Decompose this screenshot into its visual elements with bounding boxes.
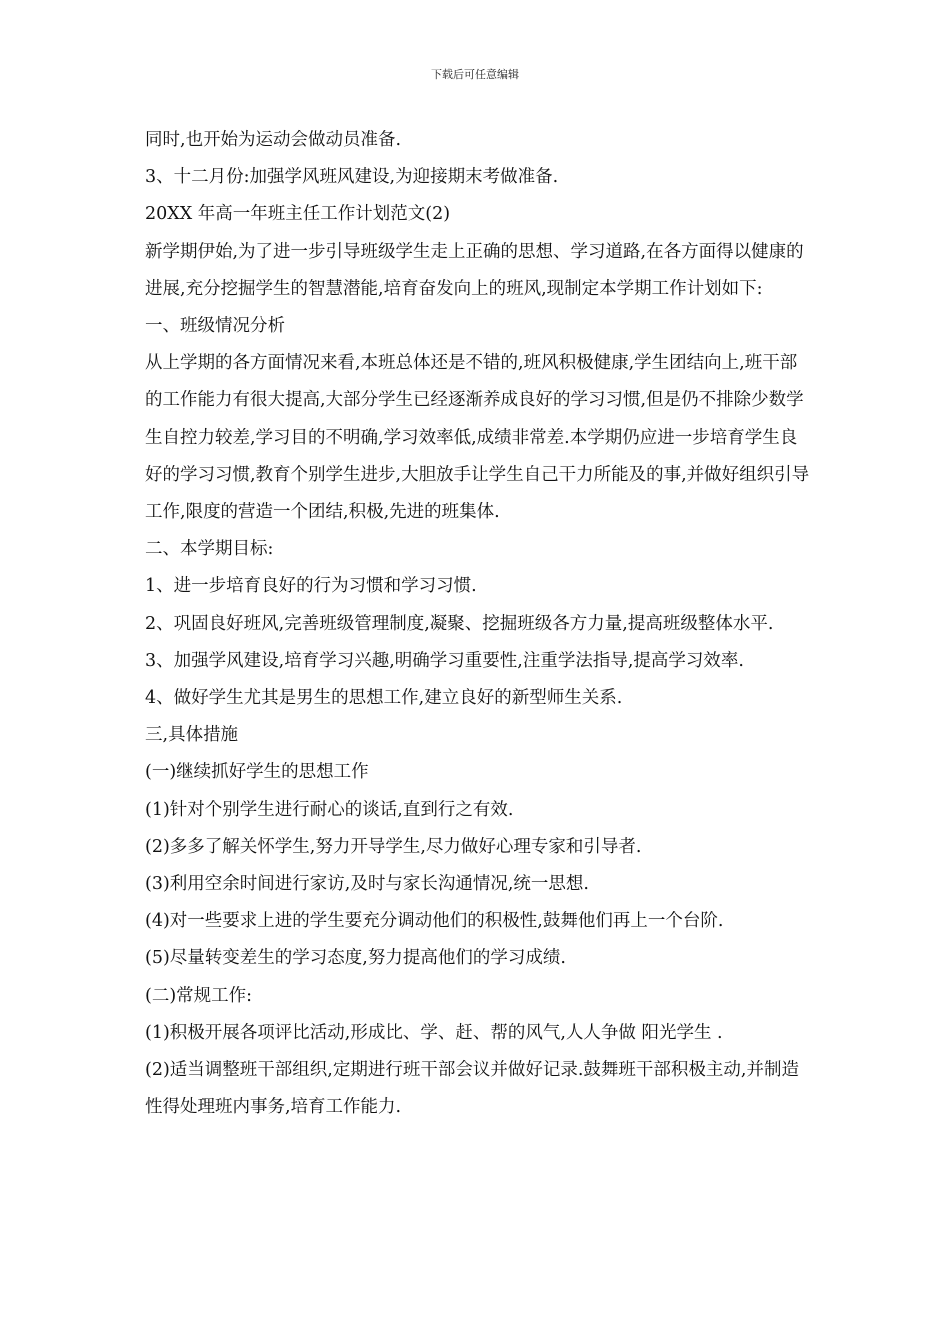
paragraph: 3、十二月份:加强学风班风建设,为迎接期末考做准备.	[145, 167, 559, 188]
list-item: 1、进一步培育良好的行为习惯和学习习惯.	[145, 576, 477, 597]
list-item: (1)针对个别学生进行耐心的谈话,直到行之有效.	[145, 799, 514, 820]
paragraph: 同时,也开始为运动会做动员准备.	[145, 130, 402, 150]
section-heading: 一、班级情况分析	[145, 316, 285, 337]
list-item: 4、做好学生尤其是男生的思想工作,建立良好的新型师生关系.	[145, 688, 623, 709]
paragraph: 新学期伊始,为了进一步引导班级学生走上正确的思想、学习道路,在各方面得以健康的进展,充分挖掘学生的智慧潜能,培育奋发向上的班风,现制定本学期工作计划如下:	[145, 241, 804, 299]
list-item: (4)对一些要求上进的学生要充分调动他们的积极性,鼓舞他们再上一个台阶.	[145, 911, 724, 932]
subsection-heading: (二)常规工作:	[145, 985, 253, 1006]
paragraph: 从上学期的各方面情况来看,本班总体还是不错的,班风积极健康,学生团结向上,班干部的工作能力有很大提高,大部分学生已经逐渐养成良好的学习习惯,但是仍不排除少数学生自控力较差,学习目的不明确,学习效率低,成绩非常差.本学期仍应进一步培育学生良好的学习习惯,教育个别学生进步,大胆放手让学生自己干力所能及的事,并做好组织引导工作,限度的营造一个团结,积极,先进的班集体.	[145, 353, 810, 523]
section-heading: 三,具体措施	[145, 725, 239, 746]
section-heading: 二、本学期目标:	[145, 539, 274, 560]
list-item: (2)多多了解关怀学生,努力开导学生,尽力做好心理专家和引导者.	[145, 836, 642, 857]
subsection-heading: (一)继续抓好学生的思想工作	[145, 762, 369, 783]
paragraph: 20XX 年高一年班主任工作计划范文(2)	[145, 204, 451, 225]
document-body	[145, 122, 810, 1126]
list-item: (2)适当调整班干部组织,定期进行班干部会议并做好记录.鼓舞班干部积极主动,并制造性得处理班内事务,培育工作能力.	[145, 1060, 799, 1118]
list-item: (5)尽量转变差生的学习态度,努力提高他们的学习成绩.	[145, 948, 566, 969]
list-item: 3、加强学风建设,培育学习兴趣,明确学习重要性,注重学法指导,提高学习效率.	[145, 650, 744, 671]
list-item: (3)利用空余时间进行家访,及时与家长沟通情况,统一思想.	[145, 874, 589, 895]
page-header: 下载后可任意编辑	[431, 68, 519, 81]
list-item: 2、巩固良好班风,完善班级管理制度,凝聚、挖掘班级各方力量,提高班级整体水平.	[145, 613, 774, 634]
list-item: (1)积极开展各项评比活动,形成比、学、赶、帮的风气,人人争做 阳光学生 .	[145, 1022, 723, 1043]
